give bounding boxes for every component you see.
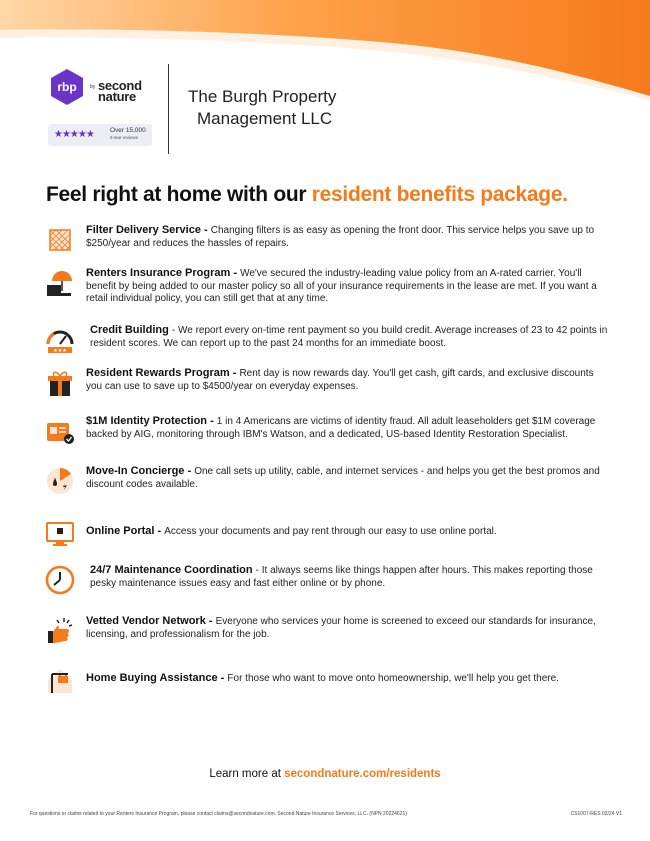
clock-icon xyxy=(44,564,76,596)
star-rating-icon: ★★★★★ xyxy=(54,129,94,140)
partner-line2: nature xyxy=(98,89,136,104)
benefit-body: One call sets up utility, cable, and internet services - and helps you get the best promos and discount codes available. xyxy=(86,466,600,490)
benefit-text xyxy=(86,465,610,491)
company-line2: Management LLC xyxy=(197,109,333,128)
benefit-text xyxy=(86,224,610,250)
benefit-text xyxy=(86,415,610,441)
reviews-badge xyxy=(48,124,152,146)
header xyxy=(46,64,606,156)
house-sign-icon xyxy=(44,664,76,696)
headline-highlight: resident benefits package. xyxy=(311,183,568,206)
benefit-title: Home Buying Assistance - xyxy=(86,672,228,684)
id-card-icon xyxy=(44,415,76,447)
learn-more-link[interactable]: secondnature.com/residents xyxy=(284,768,441,780)
header-divider xyxy=(168,64,169,154)
benefit-text xyxy=(86,615,610,641)
company-name xyxy=(188,86,336,130)
benefit-body: Everyone who services your home is screened to exceed our standards for insurance, licensing, and professionalism for the job. xyxy=(86,616,596,640)
rbp-label: rbp xyxy=(57,80,77,94)
benefit-text xyxy=(86,367,610,393)
benefit-title: Filter Delivery Service - xyxy=(86,224,211,236)
by-label: by xyxy=(90,84,96,90)
benefit-text xyxy=(86,267,610,306)
company-line1: The Burgh Property xyxy=(188,87,337,106)
learn-more xyxy=(0,768,650,780)
benefit-body: Changing filters is as easy as opening the front door. This service helps you save up to $250/year and reduces the hassles of repairs. xyxy=(86,225,595,249)
page-headline xyxy=(46,183,568,207)
benefit-text xyxy=(90,564,614,590)
benefit-text xyxy=(86,672,610,686)
benefit-title: Online Portal - xyxy=(86,525,165,537)
rbp-logo xyxy=(48,68,86,106)
footer-disclaimer: For questions or claims related to your Renters Insurance Program, please contact claims@secondnature.com. Second Nature Insurance Services, LLC. (NPN 20224621) xyxy=(30,811,407,817)
benefit-title: 24/7 Maintenance Coordination xyxy=(90,564,256,576)
benefit-text xyxy=(86,525,610,539)
partner-line1: second xyxy=(98,78,142,93)
svg-text:★★★: ★★★ xyxy=(53,348,67,354)
filter-icon xyxy=(44,224,76,256)
thumbs-up-icon xyxy=(44,615,76,647)
reviews-caption: 5-star reviews xyxy=(110,135,139,140)
benefit-title: Credit Building xyxy=(90,324,172,336)
benefit-body: - We report every on-time rent payment so you build credit. Average increases of 23 to 42 points in resident scores. We can report up to the past 24 months for an immediate boost. xyxy=(90,325,608,349)
benefit-body: - It always seems like things happen after hours. This makes reporting those pesky maintenance issues easy and fast either online or by phone. xyxy=(90,565,593,589)
headline-prefix: Feel right at home with our xyxy=(46,183,312,206)
benefit-title: Move-In Concierge - xyxy=(86,465,195,477)
gift-icon xyxy=(44,367,76,399)
benefit-body: Rent day is now rewards day. You'll get cash, gift cards, and exclusive discounts you can use to save up to $4500/year on everyday expenses. xyxy=(86,368,594,392)
second-nature-logo xyxy=(98,80,142,102)
footer-doc-code: CS1007-RES 02/24 V1 xyxy=(570,811,622,817)
monitor-icon xyxy=(44,517,76,549)
umbrella-icon xyxy=(44,267,76,299)
benefit-title: Renters Insurance Program - xyxy=(86,267,241,279)
learn-more-prefix: Learn more at xyxy=(209,768,285,780)
benefit-text xyxy=(90,324,614,350)
benefit-title: $1M Identity Protection - xyxy=(86,415,217,427)
benefit-body: 1 in 4 Americans are victims of identity fraud. All adult leaseholders get $1M coverage backed by AIG, monitoring through IBM's Watson, and a dedicated, US-based Identity Restoration Specialist. xyxy=(86,416,596,440)
benefit-body: For those who want to move onto homeownership, we'll help you get there. xyxy=(227,673,559,684)
benefit-title: Resident Rewards Program - xyxy=(86,367,240,379)
gauge-icon xyxy=(44,324,76,356)
reviews-count: Over 15,000 xyxy=(110,127,146,134)
benefit-title: Vetted Vendor Network - xyxy=(86,615,216,627)
benefit-body: We've secured the industry-leading value policy from an A-rated carrier. You'll benefit by being added to our master policy so all of your insurance requirements in the lease are met. If you want a retail individual policy, you can still get that at any time. xyxy=(86,268,597,304)
utilities-icon xyxy=(44,465,76,497)
benefit-body: Access your documents and pay rent through our easy to use online portal. xyxy=(164,526,497,537)
